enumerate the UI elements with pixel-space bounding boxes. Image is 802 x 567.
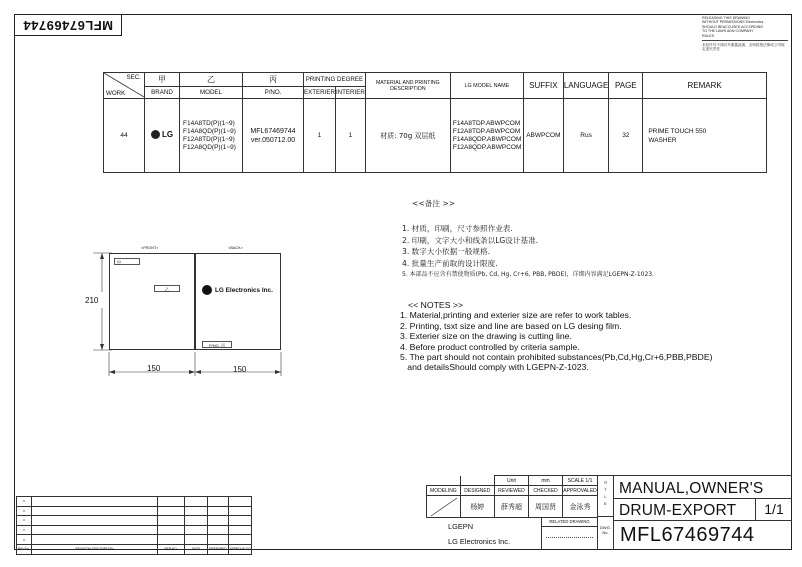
table-row [427, 476, 598, 486]
dimension-lines [88, 250, 298, 380]
printing-degree-header: PRINTING DEGREE [304, 73, 366, 87]
work-label: WORK [106, 90, 126, 97]
front-label: <FRONT> [141, 246, 159, 250]
pno-box: P/NO. 丙 [202, 341, 232, 348]
notes-en-title: << NOTES >> [408, 300, 464, 310]
flipped-drawing-number: MFL67469744 [14, 14, 122, 36]
notes-chinese [402, 198, 654, 281]
title-line-2-cell [614, 499, 756, 521]
designer-name: 杨婷 [460, 496, 494, 518]
revision-mark: ⚠ [17, 535, 32, 545]
lg-model-cell [450, 99, 523, 173]
revision-cell [32, 535, 158, 545]
brand-text: LG [161, 130, 174, 139]
modeling-signature-cell [427, 496, 461, 518]
notes-en-line: 4. Before product controlled by criteria sample. [400, 341, 580, 352]
revision-mark: ⚠ [17, 497, 32, 507]
model-box: 乙 [154, 285, 180, 292]
revision-mark: ⚠ [17, 506, 32, 516]
pno-version: ver.050712.00 [250, 136, 296, 144]
blank-cell [427, 476, 461, 486]
per-no-header: PER NO. [158, 544, 185, 554]
slash-mark [427, 496, 461, 518]
remark-header: REMARK [643, 73, 767, 99]
model-line: F14A8QD(P)(1~9) [183, 127, 236, 135]
title-line-1: MANUAL,OWNER'S [619, 480, 764, 497]
company-cell [426, 517, 542, 550]
lg-logo-icon [151, 130, 160, 139]
pno-line: MFL67469744 [250, 127, 296, 135]
work-table [103, 72, 767, 173]
revision-cell [229, 525, 252, 535]
table-row [427, 496, 598, 518]
related-drawing-label: RELATED DRAWING [542, 518, 597, 527]
revision-cell [158, 525, 185, 535]
revision-table [16, 496, 252, 555]
brand-cell [145, 99, 180, 173]
dimension-width-right: 150 [233, 365, 247, 374]
scale-cell [563, 476, 598, 486]
language-cell: Rus [563, 99, 608, 173]
revision-cell [32, 506, 158, 516]
suffix-header: SUFFIX [523, 73, 563, 99]
prepared-header: PREPARED [208, 544, 229, 554]
drawing-number: MFL67469744 [620, 524, 755, 546]
lg-model-line: F12A8QDP.ABWPCOM [452, 143, 522, 151]
revision-cell [208, 525, 229, 535]
revision-cell [185, 497, 208, 507]
blank-cell [460, 476, 494, 486]
date-header: DATE [185, 544, 208, 554]
revision-mark: ⚠ [17, 516, 32, 526]
revision-cell [32, 525, 158, 535]
lg-model-line: F12A8TDP.ABWPCOM [452, 127, 521, 135]
warning-line: TO THE LAWS ADN COMPANY [702, 29, 754, 34]
table-row [17, 516, 252, 526]
table-row [17, 525, 252, 535]
revision-cell [229, 516, 252, 526]
work-cell: 44 [104, 99, 145, 173]
page-header: PAGE [609, 73, 643, 99]
suffix-cell: ABWPCOM [523, 99, 563, 173]
scale-value: 1/1 [585, 477, 593, 484]
model-line: F12A8TD(P)(1~9) [183, 135, 235, 143]
role-cell: CHECKED [529, 486, 563, 496]
related-drawing-cell [542, 517, 598, 550]
revision-cell [229, 506, 252, 516]
warning-line: SHOULD BEACCUSED ACCORDING [702, 24, 764, 29]
revision-cell [158, 516, 185, 526]
notes-cn-line: 4. 批量生产前取的设计限度. [402, 258, 498, 268]
notes-cn-line: 2. 印刷，文字大小和线条以LG设计基准. [402, 235, 539, 245]
revision-cell [185, 516, 208, 526]
scale-label: SCALE [567, 477, 585, 484]
lg-model-line: F14A8TDP.ABWPCOM [452, 119, 521, 127]
approvaled-header: APPROVALED [229, 544, 252, 554]
header-cn: 丙 [243, 73, 304, 87]
warning-line: RULES [702, 33, 714, 38]
warning-line-cn: 未经许可不得向外泄露此图，否则将按法律或公司规定追究责任 [702, 43, 785, 52]
table-row [427, 486, 598, 496]
lg-model-header: LG MODEL NAME [450, 73, 523, 99]
interier-header: INTERIER [335, 87, 365, 99]
revision-cell [208, 506, 229, 516]
notes-english [400, 300, 713, 373]
revision-cell [32, 516, 158, 526]
checker-name: 周国贤 [529, 496, 563, 518]
title-letters: TITLE [603, 480, 608, 506]
revision-cell [208, 535, 229, 545]
related-drawing-line [546, 537, 593, 538]
unit-label: Unit [494, 476, 528, 486]
header-cn: 乙 [180, 73, 243, 87]
language-header: LANGUAGE [563, 73, 608, 99]
exterier-cell: 1 [304, 99, 336, 173]
revision-cell [32, 497, 158, 507]
role-cell: DESIGNED [460, 486, 494, 496]
remark-line: PRIME TOUCH 550 [648, 127, 707, 135]
brand-box: 甲 [114, 258, 140, 265]
material-header: MATERIAL AND PRINTING DESCRIPTION [365, 73, 450, 99]
title-line-2: DRUM-EXPORT [619, 502, 737, 519]
revision-cell [229, 497, 252, 507]
logo-text: LG Electronics Inc. [215, 286, 273, 294]
revision-cell [208, 516, 229, 526]
sec-work-cell [104, 73, 145, 99]
table-row [104, 99, 767, 173]
interier-cell: 1 [335, 99, 365, 173]
pno-header: P/NO. [243, 87, 304, 99]
revision-cell [208, 497, 229, 507]
role-cell: MODELING [427, 486, 461, 496]
warning-note [702, 16, 788, 52]
notes-cn-title: <<备注 >> [412, 199, 456, 208]
notes-cn-line: 1. 材质，印刷，尺寸参照作业表. [402, 224, 513, 233]
pno-cell [243, 99, 304, 173]
brand-header: BRAND [145, 87, 180, 99]
notes-en-line: 3. Exterier size on the drawing is cutting line. [400, 331, 572, 342]
title-block [426, 475, 792, 550]
warning-line: RELEASING THIS DRAWING [702, 16, 750, 20]
revision-cell [229, 535, 252, 545]
revision-cell [158, 497, 185, 507]
model-line: F14A8TD(P)(1~9) [183, 119, 235, 127]
model-line: F12A8QD(P)(1~9) [183, 143, 236, 151]
remark-line: WASHER [648, 136, 677, 144]
revision-cell [185, 525, 208, 535]
notes-en-line: 5. The part should not contain prohibited substances(Pb,Cd,Hg,Cr+6,PBB,PBDE) [400, 352, 713, 363]
revision-cell [158, 535, 185, 545]
lg-model-line: F14A8QDP.ABWPCOM [452, 135, 522, 143]
page-cell: 32 [609, 99, 643, 173]
warning-line: WITHOUT PERMISSIONS Electronics [702, 20, 764, 25]
approver-name: 金泳秀 [563, 496, 598, 518]
notes-en-line: and detailsShould comply with LGEPN-Z-1023. [400, 362, 589, 373]
sheet-number: 1/1 [756, 499, 792, 521]
company-name: LG Electronics Inc. [448, 537, 511, 546]
header-cn: 甲 [145, 73, 180, 87]
rev-no-header: REV.No. [17, 544, 32, 554]
table-row [17, 497, 252, 507]
role-cell: REVIEWED [494, 486, 528, 496]
rev-desc-header: REVISION DESCRIPTION [32, 544, 158, 554]
lg-logo [151, 130, 173, 139]
dimension-height: 210 [85, 296, 99, 305]
title-vertical-label [598, 475, 614, 517]
sec-label: SEC. [126, 74, 141, 81]
notes-cn-line: 3. 数字大小依据一般规格. [402, 247, 491, 256]
model-cell [180, 99, 243, 173]
revision-cell [158, 506, 185, 516]
exterier-header: EXTERIER [304, 87, 336, 99]
table-row [17, 506, 252, 516]
material-cell: 材质: 70g 双层纸 [365, 99, 450, 173]
back-label: <BACK> [228, 246, 243, 250]
dimension-width-left: 150 [147, 364, 161, 373]
revision-header-row [17, 544, 252, 554]
unit-value: mm [529, 476, 563, 486]
warning-divider [702, 40, 788, 41]
approval-table [426, 475, 598, 518]
revision-cell [185, 535, 208, 545]
title-line-1-cell [614, 475, 792, 499]
notes-cn-line: 5. 本部品不应含有禁使物质(Pb, Cd, Hg, Cr+6, PBB, PBDE)，详细内容满足LGEPN-Z-1023. [402, 271, 655, 278]
company-code: LGEPN [448, 522, 474, 531]
table-row [17, 535, 252, 545]
revision-mark: ⚠ [17, 525, 32, 535]
reviewer-name: 薛秀超 [494, 496, 528, 518]
notes-en-line: 2. Printing, tsxt size and line are based on LG desing film. [400, 320, 622, 331]
dwg-no-label: DWG. No. [598, 517, 614, 550]
revision-cell [185, 506, 208, 516]
remark-cell [643, 99, 767, 173]
model-header: MODEL [180, 87, 243, 99]
notes-en-line: 1. Material,printing and exterier size are refer to work tables. [400, 310, 632, 321]
role-cell: APPROVALED [563, 487, 597, 494]
